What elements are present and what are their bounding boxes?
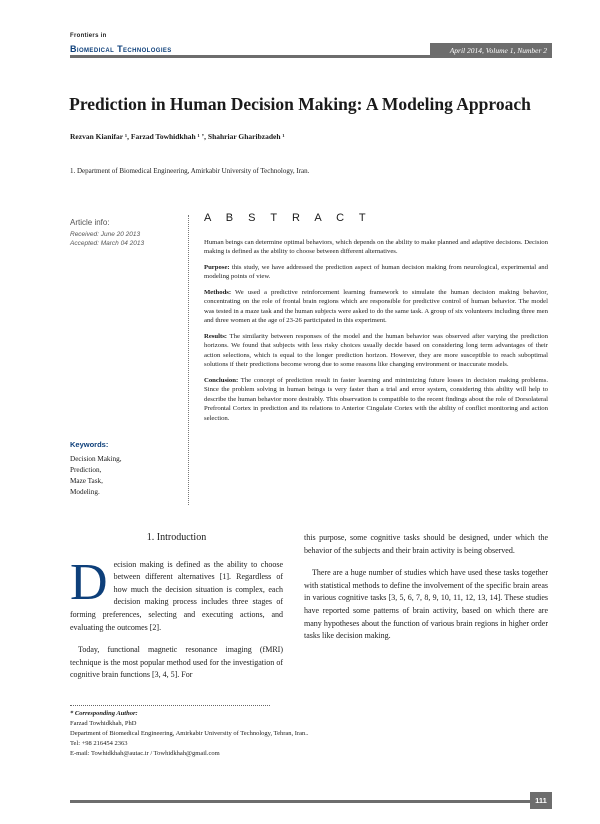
body-column-right [304,532,548,653]
methods-label: Methods: [204,288,232,296]
methods-text: We used a predictive reinforcement learning framework to simulate the human decision making behavior, concentrating on the role of frontal brain regions which are responsible for predictive control of human behavior. The model was tested in a maze task and the human subjects were asked to do the same task. A group of six volunteers including three men and three women at the age of 23-26 participated in this experiment. [204,288,548,324]
drop-cap: D [70,553,108,611]
footer-stripe [70,800,530,803]
intro-paragraph-3: this purpose, some cognitive tasks should be designed, under which the behavior of the subjects and their brain activity is being observed. [304,533,548,555]
footnote-heading: * Corresponding Author: [70,710,138,717]
keyword-item: Modeling. [70,488,100,496]
footnote-department: Department of Biomedical Engineering, Amirkabir University of Technology, Tehran, Iran.. [70,730,309,737]
keyword-item: Prediction, [70,466,102,474]
issue-badge [430,43,552,58]
abstract-conclusion [204,376,548,424]
affiliation: 1. Department of Biomedical Engineering, Amirkabir University of Technology, Iran. [70,167,310,175]
keywords [70,439,180,498]
intro-paragraph-1-text: ecision making is defined as the ability to choose between different alternatives [1]. Regardless of how much the decision situation is complex, each decision making process includes three stages of forming preferences, selecting and executing actions, and evaluating the outcomes [2]. [70,559,283,632]
keyword-item: Maze Task, [70,477,103,485]
intro-paragraph-1 [70,553,283,635]
section-heading: 1. Introduction [146,532,207,543]
body-column-left [70,532,283,692]
results-text: The similarity between responses of the model and the human behavior was observed after varying the prediction horizons. We found that subjects with less risky choices usually decide based on considering long term advantages of their action selections, which is equal to the longer prediction horizon. However, they are more susceptible to reach suboptimal solutions if their predictions become wrong due to some reasons like changing environment or inaccurate models. [204,332,548,368]
accepted-date: Accepted: March 04 2013 [70,240,145,247]
author-list: Rezvan Kianifar ¹, Farzad Towhidkhah ¹ ʼ, Shahriar Gharibzadeh ¹ [70,132,285,141]
corresponding-author-footnote [70,709,470,759]
journal-name: Biomedical Technologies [70,44,172,54]
received-date: Received: June 20 2013 [70,231,141,238]
intro-paragraph-2: Today, functional magnetic resonance imaging (fMRI) technique is the most popular method used for the investigation of cognitive brain functions [3, 4, 5]. For [70,645,283,680]
purpose-text: this study, we have addressed the prediction aspect of human decision making from neurological, experimental and modeling points of view. [204,263,548,280]
purpose-label: Purpose: [204,263,230,271]
intro-paragraph-4: There are a huge number of studies which have used these tasks together with statistical methods to define the involvement of the specific brain areas in various cognitive tasks [3, 5, 6, 7, 8, 9, 10, 11, 12, 13, 14]. These studies have reported some patterns of brain activity, based on which there are many hypotheses about the function of various brain regions in higher order tasks like decision making. [304,568,548,641]
paper-title: Prediction in Human Decision Making: A Modeling Approach [69,94,531,114]
abstract-intro: Human beings can determine optimal behaviors, which depends on the ability to make planned and adaptive decisions. Decision making is defined as the ability to choose between different alternatives. [204,238,548,255]
article-info [70,218,180,247]
abstract [204,214,548,429]
header-stripe [70,55,430,58]
keywords-title: Keywords: [70,440,109,449]
page-number: 111 [530,792,552,809]
issue-label: April 2014, Volume 1, Number 2 [449,46,547,55]
conclusion-text: The concept of prediction result in faster learning and minimizing future losses in decision making problems. Since the problem solving in human beings is very faster than a trial and error system, considering this ability will help to describe the human behavior more desirably. This observation is compatible to the recent findings about the role of Dorsolateral Prefrontal Cortex in prediction and its relations to Anterior Cingulate Cortex with the ability of conflict monitoring and action selection. [204,376,548,422]
results-label: Results: [204,332,228,340]
column-divider [188,215,189,505]
conclusion-label: Conclusion: [204,376,239,384]
journal-kicker: Frontiers in [70,33,107,39]
footnote-name: Farzad Towhidkhah, PhD [70,720,137,727]
keyword-item: Decision Making, [70,455,122,463]
article-info-title: Article info: [70,218,110,227]
footnote-email: E-mail: Towhidkhah@autac.ir / Towhidkhah@gmail.com [70,750,220,757]
abstract-methods [204,288,548,326]
abstract-results [204,332,548,370]
footnote-phone: Tel: +98 216454 2363 [70,740,128,747]
abstract-heading: A B S T R A C T [204,212,372,224]
footnote-rule [70,705,270,706]
abstract-purpose [204,263,548,282]
